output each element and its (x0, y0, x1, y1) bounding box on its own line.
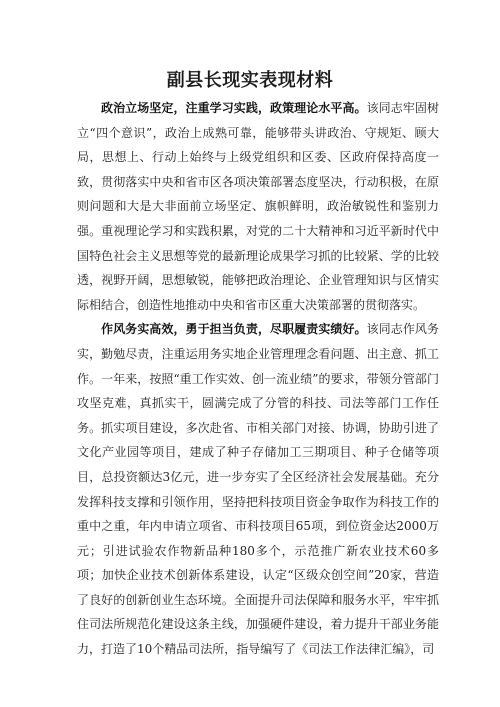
paragraph-2-lead: 作风务实高效，勇于担当负责，尽职履责实绩好。 (101, 322, 367, 337)
document-title: 副县长现实表现材料 (166, 70, 334, 91)
paragraph-1-lead: 政治立场坚定，注重学习实践，政策理论水平高。 (101, 101, 367, 115)
paragraph-1-text: 该同志牢固树立“四个意识”，政治上成熟可靠，能够带头讲政治、守规矩、顾大局，思想上、行动上始终与上级党组织和区委、区政府保持高度一致，贯彻落实中央和省市区各项决策部署态度坚决，行动积极，在原则问题和大是大非面前立场坚定、旗帜鲜明，政治敏锐性和鉴别力强。重视理论学习和实践积累，对党的二十大精神和习近平新时代中国特色社会主义思想等党的最新理论成果学习抓的比较紧、学的比较透，视野开阔，思想敏锐，能够把政治理论、企业管理知识与区情实际相结合，创造性地推动中央和省市区重大决策部署的贯彻落实。 (77, 101, 439, 312)
paragraph-2-text: 该同志作风务实，勤勉尽责，注重运用务实地企业管理理念看问题、出主意、抓工作。一年来，按照“重工作实效、创一流业绩”的要求，带领分管部门攻坚克难，真抓实干，圆满完成了分管的科技、司法等部门工作任务。抓实项目建设，多次赴省、市相关部门对接、协调，协助引进了文化产业园等项目，建成了种子存储加工三期项目、种子仓储等项目，总投资额达3亿元，进一步夯实了全区经济社会发展基础。充分发挥科技支撑和引领作用，坚持把科技项目资金争取作为科技工作的重中之重，年内申请立项省、市科技项目65项，到位资金达2000万元；引进试验农作物新品种180多个，示范推广新农业技术60多项；加快企业技术创新体系建设，认定“区级众创空间”20家，营造了良好的创新创业生态环境。全面提升司法保障和服务水平，牢牢抓住司法所规范化建设这条主线，加强硬件建设，着力提升干部业务能力，打造了10个精品司法所，指导编写了《司法工作法律汇编》，司 (77, 322, 439, 657)
paragraph-2 (77, 317, 439, 661)
document-body (77, 96, 439, 662)
paragraph-1 (77, 96, 439, 317)
